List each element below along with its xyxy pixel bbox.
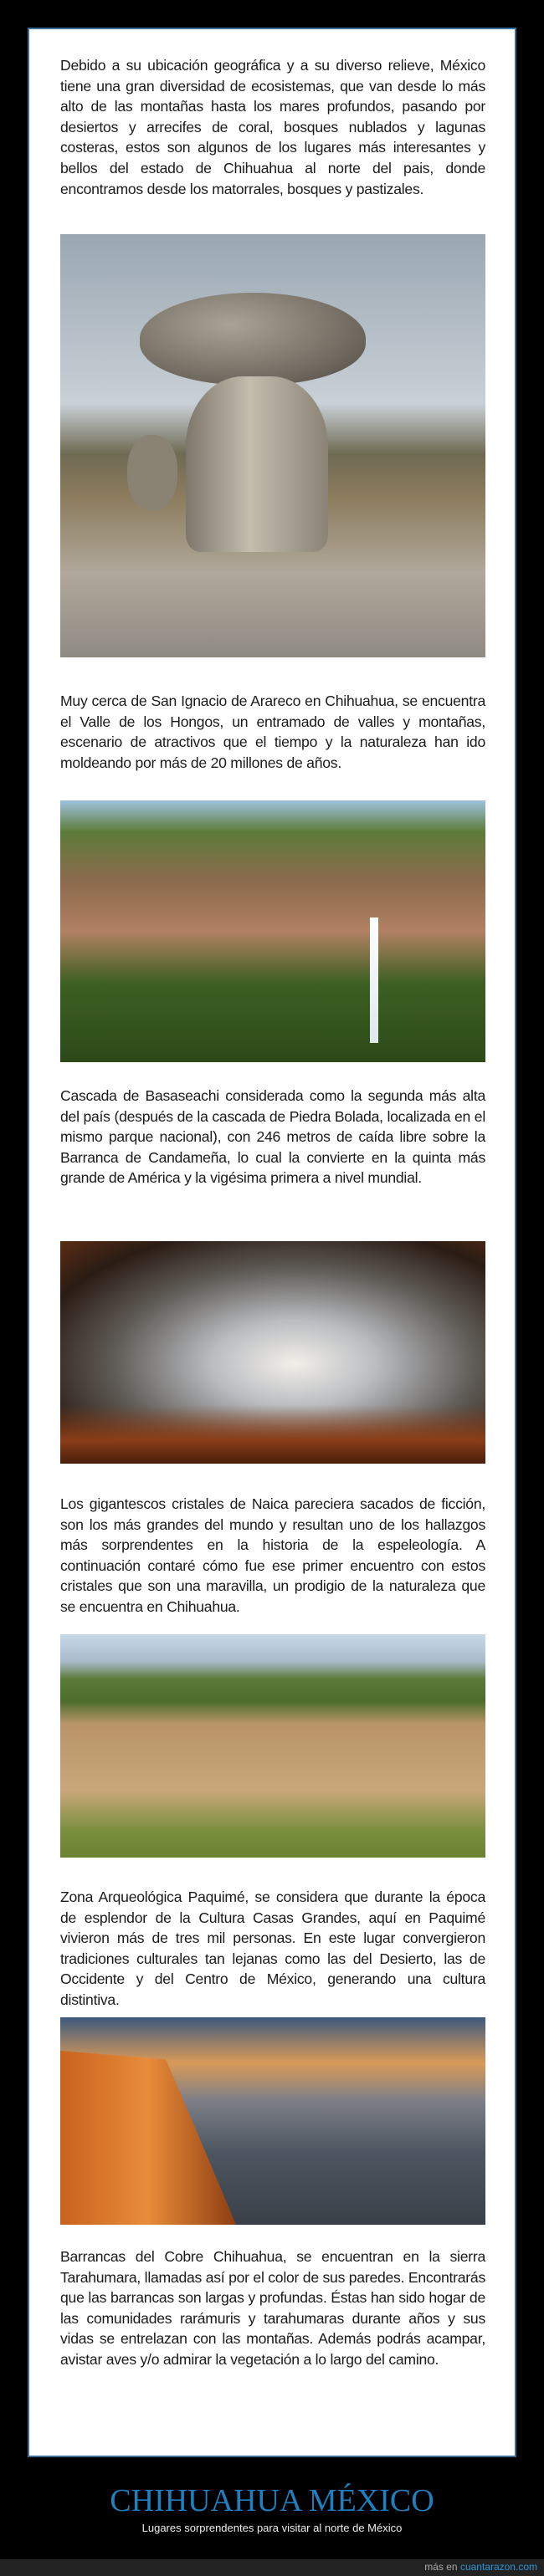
barrancas-del-cobre-photo — [60, 2017, 485, 2225]
cristales-naica-photo — [60, 1241, 485, 1464]
poster-title: CHIHUAHUA MÉXICO — [110, 2483, 434, 2518]
paquime-photo — [60, 1634, 485, 1858]
valle-de-los-hongos-photo — [60, 234, 485, 657]
naica-paragraph: Los gigantescos cristales de Naica pareciera sacados de ficción, son los más grandes del mundo y resultan uno de los hallazgos más sorprendentes en la historia de la espeleología. A continuación contaré cómo fue ese primer encuentro con estos cristales que son una maravilla, un prodigio de la naturaleza que se encuentra en Chihuahua. — [60, 1495, 485, 1615]
intro-paragraph: Debido a su ubicación geográfica y a su diverso relieve, México tiene una gran diversidad de ecosistemas, que van desde lo más alto de las montañas hasta los mares profundos, pasando por desiertos y arrecifes de coral, bosques nublados y lagunas costeras, estos son algunos de los lugares más interesantes y bellos del estado de Chihuahua al norte del pais, donde encontramos desde los matorrales, bosques y pastizales. — [60, 57, 485, 197]
site-link[interactable]: cuantarazon.com — [459, 2561, 537, 2573]
poster-subtitle: Lugares sorprendentes para visitar al norte de México — [141, 2522, 403, 2534]
footer-prefix: más en — [424, 2561, 458, 2573]
cascada-basaseachi-photo — [60, 800, 485, 1062]
hongos-paragraph: Muy cerca de San Ignacio de Arareco en Chihuahua, se encuentra el Valle de los Hongos, un entramado de valles y montañas, escenario de atractivos que el tiempo y la naturaleza han ido moldeando por más de 20 millones de años. — [60, 693, 485, 771]
barrancas-paragraph: Barrancas del Cobre Chihuahua, se encuentran en la sierra Tarahumara, llamadas así por el color de sus paredes. Encontrarás que las barrancas son largas y profundas. Éstas han sido hogar de las comunidades rarámuris y tarahumaras durante años y sus vidas se entrelazan con las montañas. Además podrás acampar, avistar aves y/o admirar la vegetación a lo largo del camino. — [60, 2248, 485, 2368]
basaseachi-paragraph: Cascada de Basaseachi considerada como la segunda más alta del país (después de la cascada de Piedra Bolada, localizada en el mismo parque nacional), con 246 metros de caída libre sobre la Barranca de Candameña, lo cual la convierte en la quinta más grande de América y la vigésima primera a nivel mundial. — [60, 1087, 485, 1187]
paquime-paragraph: Zona Arqueológica Paquimé, se considera que durante la época de esplendor de la Cultura Casas Grandes, aquí en Paquimé vivieron más de tres mil personas. En este lugar convergieron tradiciones culturales tan lejanas como las del Desierto, las de Occidente y del Centro de México, generando una cultura distintiva. — [60, 1889, 485, 2008]
footer-bar — [0, 2559, 544, 2576]
footer-credit — [424, 2561, 537, 2573]
